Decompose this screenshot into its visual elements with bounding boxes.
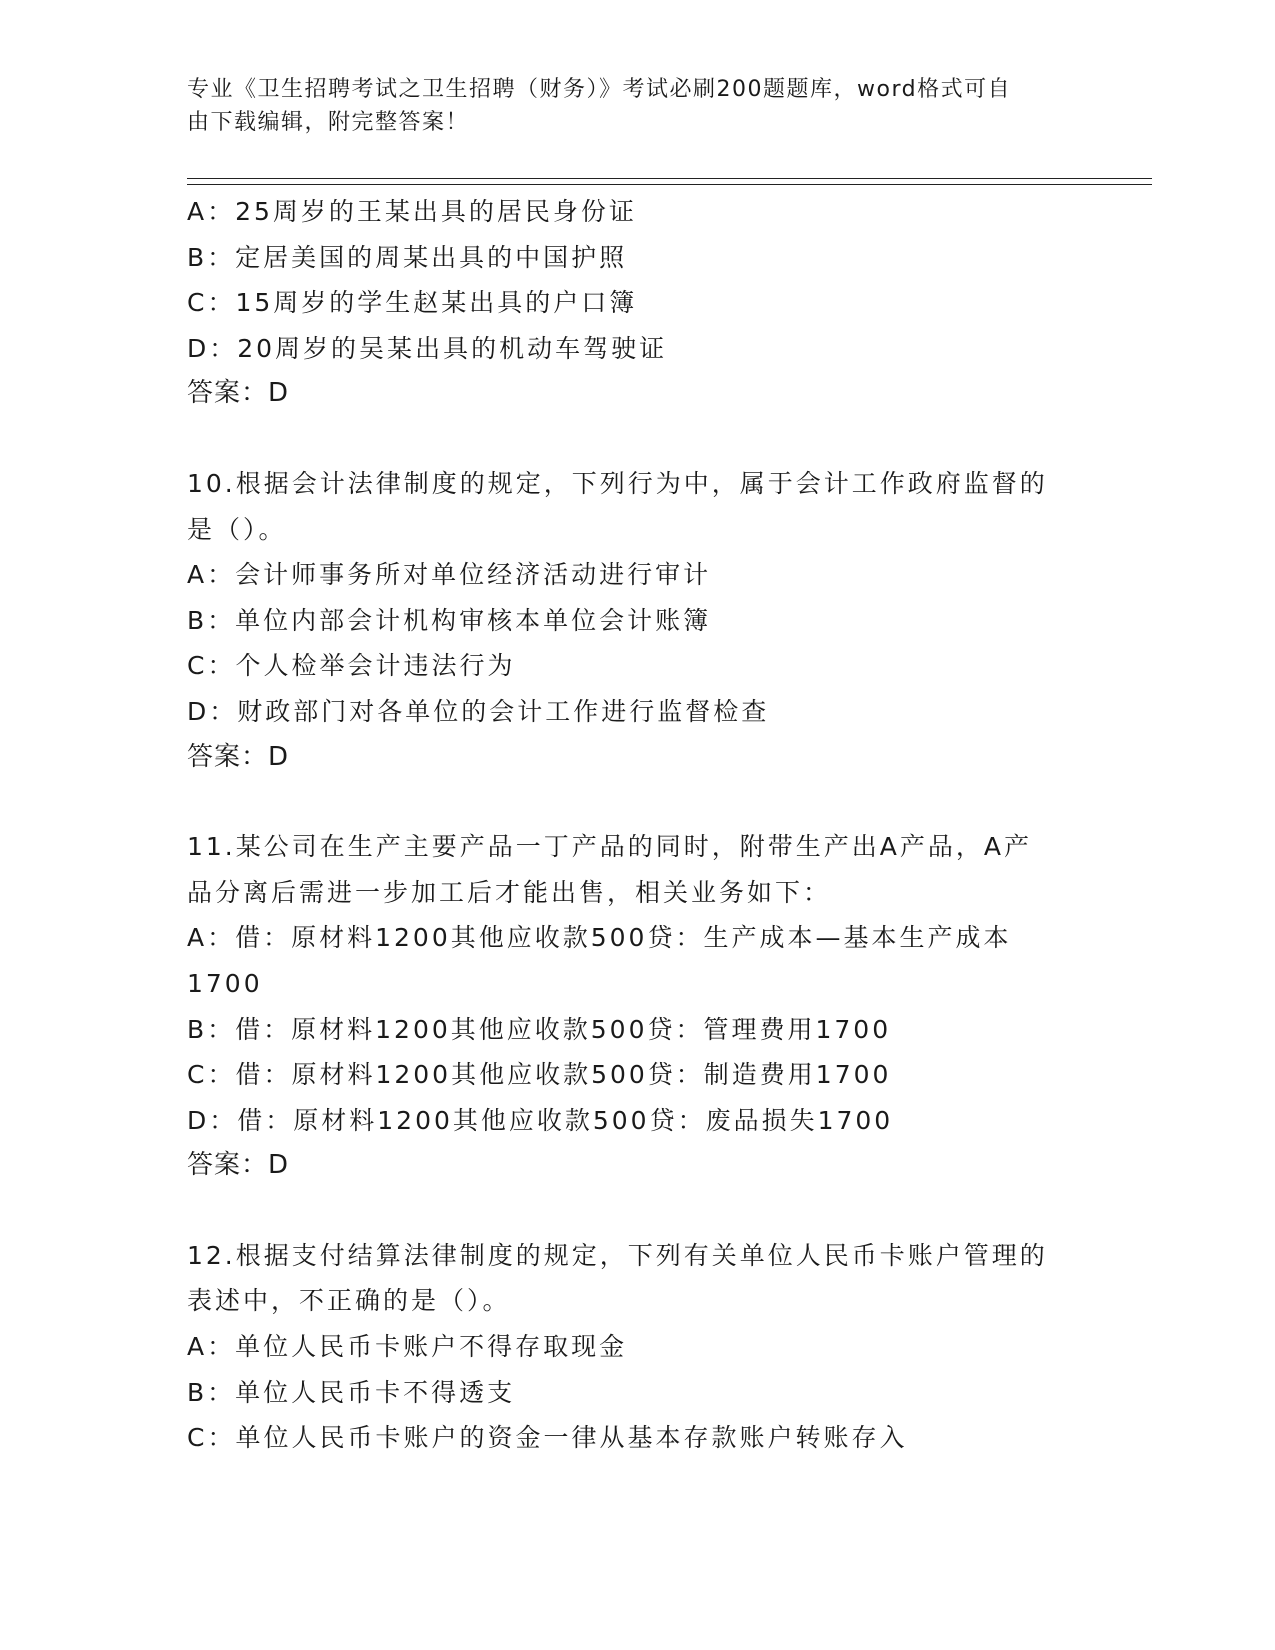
spacer (187, 780, 1117, 824)
question-stem-line-1: 11.某公司在生产主要产品一丁产品的同时，附带生产出A产品，A产 (187, 832, 1032, 862)
option-a: A：会计师事务所对单位经济活动进行审计 (187, 560, 712, 590)
option-a: A：25周岁的王某出具的居民身份证 (187, 197, 637, 226)
option-c: C：个人检举会计违法行为 (187, 651, 516, 681)
answer: 答案：D (187, 378, 290, 409)
question-12 (187, 1233, 1117, 1461)
question-10 (187, 461, 1117, 780)
answer: 答案：D (187, 1150, 290, 1181)
option-a: A：单位人民币卡账户不得存取现金 (187, 1332, 628, 1362)
option-a-line-2: 1700 (187, 968, 263, 998)
option-b: B：借：原材料1200其他应收款500贷：管理费用1700 (187, 1014, 892, 1044)
header-title-line-1: 专业《卫生招聘考试之卫生招聘（财务）》考试必刷200题题库，word格式可自 (187, 77, 1012, 102)
question-11 (187, 824, 1117, 1189)
option-d: D：财政部门对各单位的会计工作进行监督检查 (187, 696, 770, 726)
option-c: C：单位人民币卡账户的资金一律从基本存款账户转账存入 (187, 1423, 908, 1453)
option-c: C：15周岁的学生赵某出具的户口簿 (187, 288, 638, 318)
option-d: D：20周岁的吴某出具的机动车驾驶证 (187, 333, 668, 363)
question-stem-line-2: 是（）。 (187, 514, 287, 544)
question-stem-line-2: 表述中，不正确的是（）。 (187, 1286, 511, 1316)
spacer (187, 417, 1117, 461)
option-d: D：借：原材料1200其他应收款500贷：废品损失1700 (187, 1105, 894, 1135)
option-b: B：单位内部会计机构审核本单位会计账簿 (187, 605, 712, 635)
option-b: B：定居美国的周某出具的中国护照 (187, 242, 628, 272)
question-stem-line-1: 10.根据会计法律制度的规定，下列行为中，属于会计工作政府监督的 (187, 468, 1048, 498)
document-header (187, 73, 1067, 139)
option-b: B：单位人民币卡不得透支 (187, 1377, 516, 1407)
option-a-line-1: A：借：原材料1200其他应收款500贷：生产成本—基本生产成本 (187, 923, 1012, 953)
question-list (187, 189, 1117, 1461)
question-stem-line-2: 品分离后需进一步加工后才能出售，相关业务如下： (187, 877, 832, 907)
header-title-line-2: 由下载编辑，附完整答案！ (187, 110, 470, 135)
spacer (187, 1189, 1117, 1233)
question-9 (187, 189, 1117, 417)
header-divider (187, 178, 1152, 185)
answer: 答案：D (187, 741, 290, 772)
option-c: C：借：原材料1200其他应收款500贷：制造费用1700 (187, 1060, 892, 1090)
question-stem-line-1: 12.根据支付结算法律制度的规定，下列有关单位人民币卡账户管理的 (187, 1240, 1048, 1270)
